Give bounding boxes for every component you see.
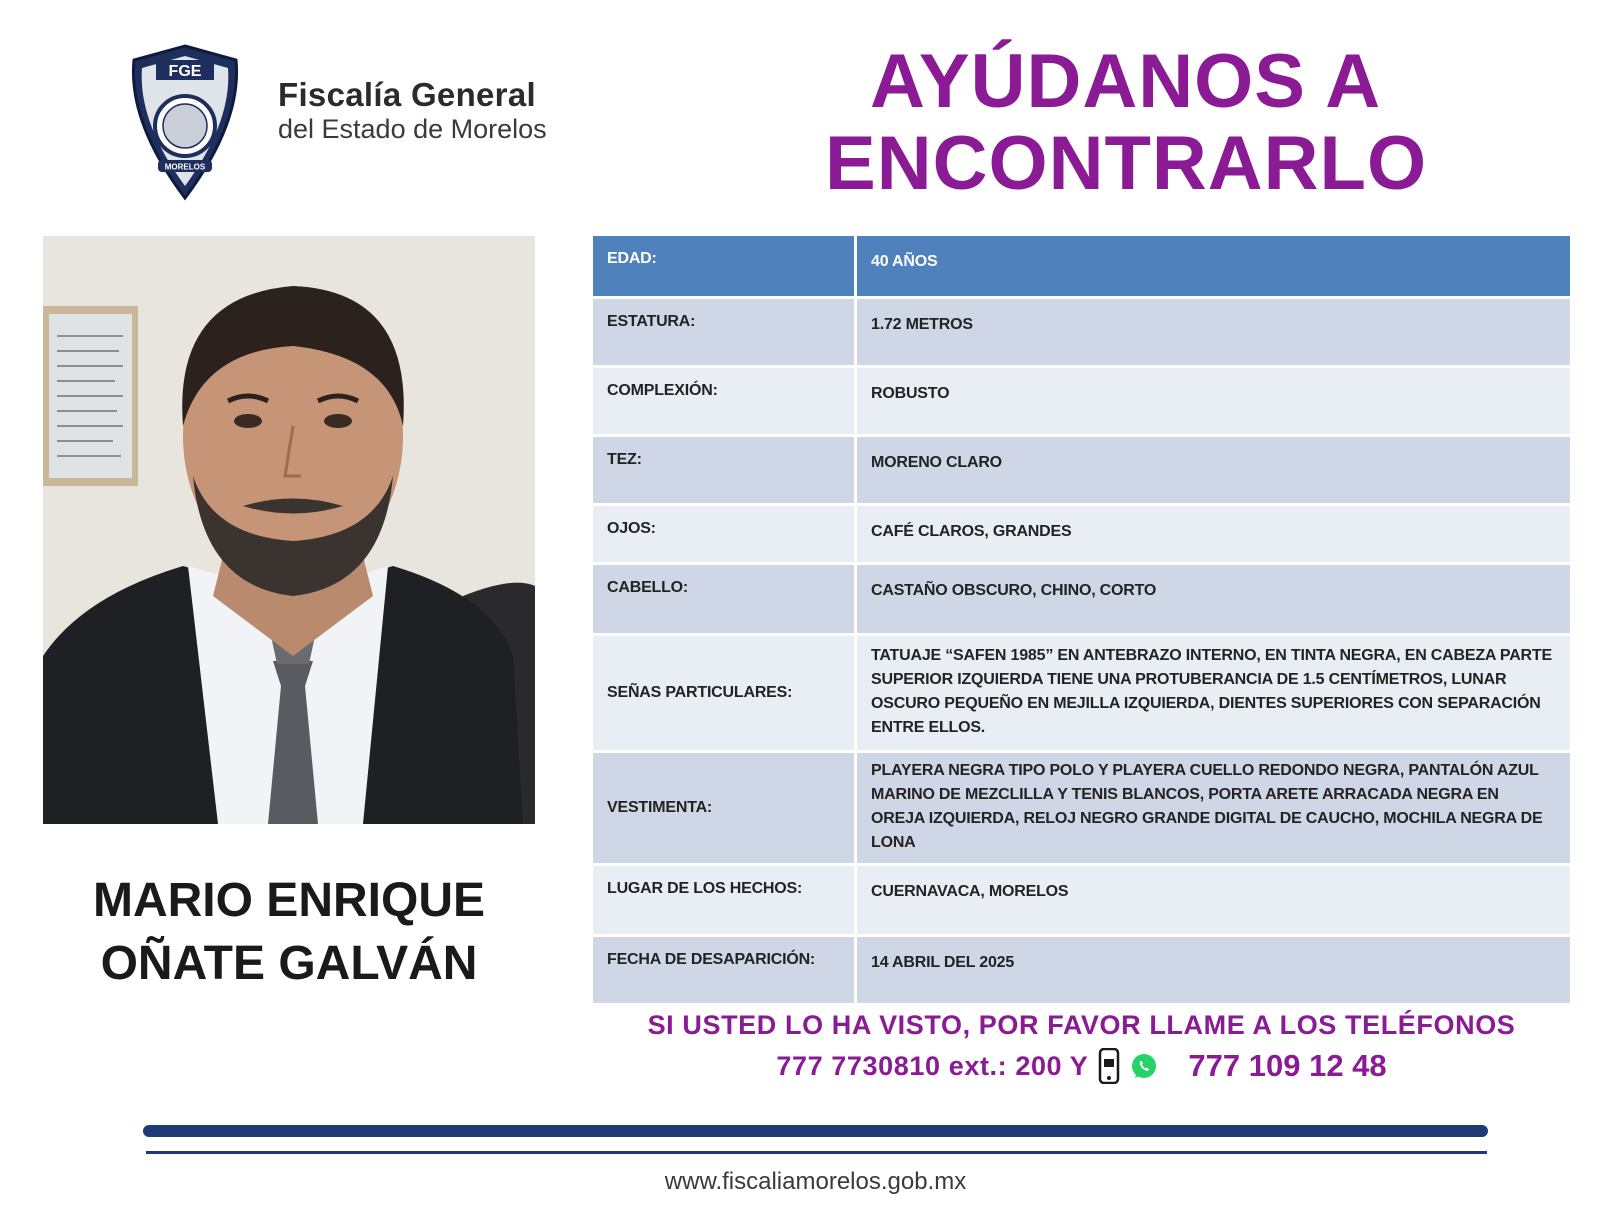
badge-bottom-text: MORELOS — [164, 162, 206, 172]
detail-value: PLAYERA NEGRA TIPO POLO Y PLAYERA CUELLO REDONDO NEGRA, PANTALÓN AZUL MARINO DE MEZCLILLA Y TENIS BLANCOS, PORTA ARETE ARRACADA NEGRA EN OREJA IZQUIERDA, RELOJ NEGRO GRANDE DIGITAL DE CAUCHO, MOCHILA NEGRA DE LONA — [857, 753, 1570, 863]
contact-phones — [593, 1048, 1570, 1084]
detail-label: SEÑAS PARTICULARES: — [593, 636, 857, 750]
table-row — [593, 866, 1570, 937]
table-row — [593, 506, 1570, 565]
detail-value: 40 AÑOS — [857, 236, 1570, 296]
headline-line1: AYÚDANOS A — [870, 39, 1382, 124]
detail-label: ESTATURA: — [593, 299, 857, 365]
detail-value: CAFÉ CLAROS, GRANDES — [857, 506, 1570, 562]
whatsapp-icon — [1130, 1052, 1158, 1080]
detail-label: FECHA DE DESAPARICIÓN: — [593, 937, 857, 1003]
table-row — [593, 565, 1570, 636]
table-row — [593, 636, 1570, 753]
detail-label: EDAD: — [593, 236, 857, 296]
person-photo — [43, 236, 535, 824]
table-row — [593, 299, 1570, 368]
table-row — [593, 753, 1570, 866]
person-name-line2: OÑATE GALVÁN — [100, 937, 478, 990]
footer-divider-thin — [146, 1151, 1487, 1154]
headline-line2: ENCONTRARLO — [825, 121, 1428, 206]
table-row — [593, 236, 1570, 299]
detail-value: 14 ABRIL DEL 2025 — [857, 937, 1570, 1003]
detail-label: CABELLO: — [593, 565, 857, 633]
fge-shield-logo — [126, 42, 244, 202]
badge-text: FGE — [168, 63, 202, 80]
detail-value: 1.72 METROS — [857, 299, 1570, 365]
footer-divider-thick — [143, 1125, 1488, 1137]
detail-value: CASTAÑO OBSCURO, CHINO, CORTO — [857, 565, 1570, 633]
detail-value: MORENO CLARO — [857, 437, 1570, 503]
table-row — [593, 937, 1570, 1006]
org-name-line2: del Estado de Morelos — [278, 114, 547, 144]
footer-website-link[interactable]: www.fiscaliamorelos.gob.mx — [664, 1168, 967, 1195]
org-name-line1: Fiscalía General — [278, 76, 536, 113]
detail-label: OJOS: — [593, 506, 857, 562]
detail-label: VESTIMENTA: — [593, 753, 857, 863]
table-row — [593, 368, 1570, 437]
mobile-phone-icon — [1098, 1048, 1120, 1084]
table-row — [593, 437, 1570, 506]
detail-value: ROBUSTO — [857, 368, 1570, 434]
detail-label: COMPLEXIÓN: — [593, 368, 857, 434]
phone-number-whatsapp: 777 109 12 48 — [1188, 1048, 1387, 1083]
detail-value: TATUAJE “SAFEN 1985” EN ANTEBRAZO INTERNO, EN TINTA NEGRA, EN CABEZA PARTE SUPERIOR IZQUIERDA TIENE UNA PROTUBERANCIA DE 1.5 CENTÍMETROS, LUNAR OSCURO PEQUEÑO EN MEJILLA IZQUIERDA, DIENTES SUPERIORES CON SEPARACIÓN ENTRE ELLOS. — [857, 636, 1570, 750]
detail-label: TEZ: — [593, 437, 857, 503]
detail-label: LUGAR DE LOS HECHOS: — [593, 866, 857, 934]
phone-number-primary: 777 7730810 ext.: 200 Y — [776, 1050, 1089, 1081]
person-name-line1: MARIO ENRIQUE — [92, 874, 485, 927]
detail-value: CUERNAVACA, MORELOS — [857, 866, 1570, 934]
contact-message: SI USTED LO HA VISTO, POR FAVOR LLAME A LOS TELÉFONOS — [647, 1010, 1516, 1040]
details-table — [593, 236, 1570, 1006]
